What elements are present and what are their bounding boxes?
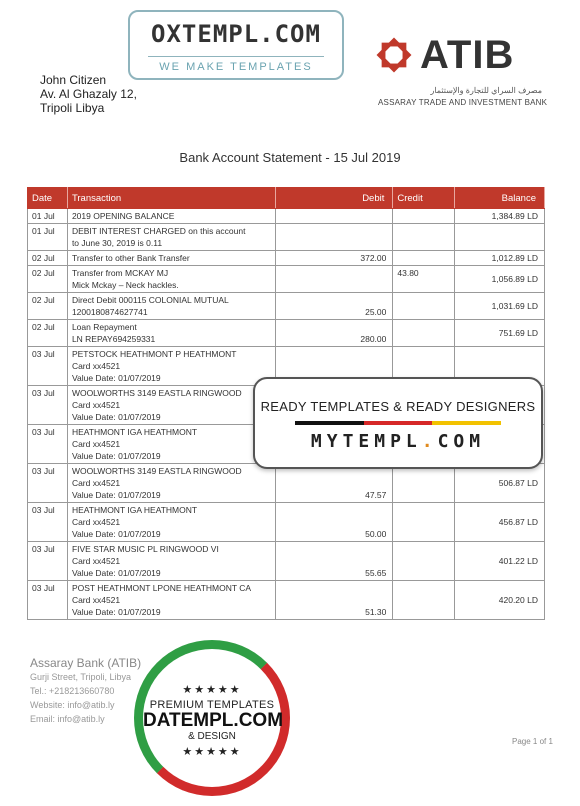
- watermark-tagline: WE MAKE TEMPLATES: [148, 56, 324, 73]
- transaction-line: Mick Mckay – Neck hackles.: [71, 280, 179, 290]
- table-header-row: [28, 188, 545, 209]
- bank-logo-icon: [375, 36, 413, 74]
- transaction-line: HEATHMONT IGA HEATHMONT: [71, 427, 198, 437]
- row-debit: [275, 266, 393, 293]
- table-row: [28, 503, 545, 542]
- transaction-line: to June 30, 2019 is 0.11: [71, 238, 163, 248]
- bank-logo-arabic: مصرف السراي للتجارة والإستثمار: [430, 86, 542, 95]
- table-row: [28, 464, 545, 503]
- row-date: 03 Jul: [28, 581, 68, 620]
- flag-stripe: [295, 421, 501, 425]
- row-transaction: [67, 251, 275, 266]
- transaction-line: Value Date: 01/07/2019: [71, 568, 161, 578]
- row-transaction: [67, 386, 275, 425]
- table-row: [28, 581, 545, 620]
- watermark-circle-line1: PREMIUM TEMPLATES: [149, 699, 275, 711]
- customer-street: Av. Al Ghazaly 12,: [40, 87, 137, 101]
- transaction-line: Card xx4521: [71, 361, 121, 371]
- header-date: Date: [28, 188, 68, 209]
- row-date: 01 Jul: [28, 209, 68, 224]
- table-row: [28, 293, 545, 320]
- row-debit: [275, 209, 393, 224]
- transaction-line: Direct Debit 000115 COLONIAL MUTUAL: [71, 295, 229, 305]
- brand-part-a: MYTEMPL: [310, 431, 422, 452]
- transaction-line: Card xx4521: [71, 478, 121, 488]
- row-balance: 1,012.89 LD: [455, 251, 545, 266]
- row-balance: 751.69 LD: [455, 320, 545, 347]
- row-transaction: [67, 581, 275, 620]
- transaction-line: Card xx4521: [71, 439, 121, 449]
- transaction-line: 2019 OPENING BALANCE: [71, 211, 175, 221]
- row-date: 03 Jul: [28, 386, 68, 425]
- row-balance: 1,384.89 LD: [455, 209, 545, 224]
- brand-part-b: COM: [437, 431, 486, 452]
- footer-bank-name: Assaray Bank (ATIB): [30, 656, 142, 670]
- row-balance: 456.87 LD: [455, 503, 545, 542]
- row-date: 02 Jul: [28, 320, 68, 347]
- transaction-line: Value Date: 01/07/2019: [71, 529, 161, 539]
- footer-contact: [30, 656, 141, 726]
- row-balance: [455, 224, 545, 251]
- watermark-middle-tagline: READY TEMPLATES & READY DESIGNERS: [260, 399, 536, 414]
- row-balance: 401.22 LD: [455, 542, 545, 581]
- footer-address: Gurji Street, Tripoli, Libya: [30, 672, 132, 682]
- transaction-line: Card xx4521: [71, 517, 121, 527]
- transaction-line: 1200180874627741: [71, 307, 148, 317]
- row-credit: [393, 581, 455, 620]
- transaction-line: POST HEATHMONT LPONE HEATHMONT CA: [71, 583, 252, 593]
- table-row: [28, 320, 545, 347]
- row-date: 03 Jul: [28, 503, 68, 542]
- row-credit: [393, 320, 455, 347]
- row-transaction: [67, 542, 275, 581]
- footer-tel: Tel.: +218213660780: [30, 686, 115, 696]
- row-transaction: [67, 293, 275, 320]
- watermark-brand: OXTEMPL.COM: [151, 20, 321, 48]
- customer-address: [40, 73, 137, 115]
- transaction-line: LN REPAY694259331: [71, 334, 156, 344]
- row-balance: 1,056.89 LD: [455, 266, 545, 293]
- row-credit: [393, 503, 455, 542]
- transaction-line: Transfer to other Bank Transfer: [71, 253, 190, 263]
- row-date: 02 Jul: [28, 293, 68, 320]
- table-row: [28, 251, 545, 266]
- row-debit: 55.65: [275, 542, 393, 581]
- row-debit: 372.00: [275, 251, 393, 266]
- row-date: 03 Jul: [28, 347, 68, 386]
- transaction-line: WOOLWORTHS 3149 EASTLA RINGWOOD: [71, 466, 242, 476]
- row-debit: 47.57: [275, 464, 393, 503]
- watermark-circle-line2: & DESIGN: [188, 731, 236, 742]
- row-credit: [393, 209, 455, 224]
- row-transaction: [67, 425, 275, 464]
- row-transaction: [67, 320, 275, 347]
- watermark-circle: [134, 640, 290, 796]
- row-date: 01 Jul: [28, 224, 68, 251]
- row-debit: 51.30: [275, 581, 393, 620]
- transaction-line: Value Date: 01/07/2019: [71, 412, 161, 422]
- stars-bottom: ★★★★★: [182, 746, 242, 758]
- row-debit: 25.00: [275, 293, 393, 320]
- watermark-top: [128, 10, 344, 80]
- transaction-line: DEBIT INTEREST CHARGED on this account: [71, 226, 246, 236]
- row-transaction: [67, 224, 275, 251]
- customer-name: John Citizen: [40, 73, 107, 87]
- row-credit: [393, 464, 455, 503]
- row-credit: [393, 293, 455, 320]
- row-credit: [393, 542, 455, 581]
- row-credit: [393, 251, 455, 266]
- transaction-line: WOOLWORTHS 3149 EASTLA RINGWOOD: [71, 388, 242, 398]
- header-credit: Credit: [393, 188, 455, 209]
- transaction-line: Loan Repayment: [71, 322, 137, 332]
- page-number: Page 1 of 1: [512, 737, 553, 746]
- table-row: [28, 542, 545, 581]
- row-date: 02 Jul: [28, 266, 68, 293]
- customer-city: Tripoli Libya: [40, 101, 105, 115]
- transaction-line: FIVE STAR MUSIC PL RINGWOOD VI: [71, 544, 219, 554]
- footer-email: Email: info@atib.ly: [30, 714, 105, 724]
- row-transaction: [67, 464, 275, 503]
- transaction-line: Card xx4521: [71, 556, 121, 566]
- row-date: 02 Jul: [28, 251, 68, 266]
- watermark-circle-brand: DATEMPL.COM: [143, 710, 284, 731]
- row-transaction: [67, 266, 275, 293]
- transaction-line: HEATHMONT IGA HEATHMONT: [71, 505, 198, 515]
- row-balance: 506.87 LD: [455, 464, 545, 503]
- footer-website: Website: info@atib.ly: [30, 700, 115, 710]
- transaction-line: Value Date: 01/07/2019: [71, 451, 161, 461]
- row-transaction: [67, 209, 275, 224]
- table-row: [28, 224, 545, 251]
- row-debit: 280.00: [275, 320, 393, 347]
- row-date: 03 Jul: [28, 542, 68, 581]
- row-balance: 1,031.69 LD: [455, 293, 545, 320]
- row-debit: [275, 224, 393, 251]
- header-balance: Balance: [455, 188, 545, 209]
- table-row: [28, 209, 545, 224]
- header-transaction: Transaction: [67, 188, 275, 209]
- row-balance: 420.20 LD: [455, 581, 545, 620]
- watermark-middle-brand: [255, 431, 541, 452]
- row-credit: 43.80: [393, 266, 455, 293]
- statement-title: Bank Account Statement - 15 Jul 2019: [179, 150, 401, 165]
- brand-dot: .: [421, 431, 438, 452]
- row-transaction: [67, 347, 275, 386]
- transaction-line: PETSTOCK HEATHMONT P HEATHMONT: [71, 349, 237, 359]
- transaction-line: Value Date: 01/07/2019: [71, 490, 161, 500]
- header-debit: Debit: [275, 188, 393, 209]
- transaction-line: Card xx4521: [71, 400, 121, 410]
- row-debit: 50.00: [275, 503, 393, 542]
- bank-logo-subtitle: ASSARAY TRADE AND INVESTMENT BANK: [378, 98, 548, 107]
- row-credit: [393, 224, 455, 251]
- watermark-middle: [253, 377, 543, 469]
- row-transaction: [67, 503, 275, 542]
- bank-logo-name: ATIB: [420, 33, 515, 77]
- table-row: [28, 266, 545, 293]
- stars-top: ★★★★★: [182, 684, 242, 696]
- transaction-line: Transfer from MCKAY MJ: [71, 268, 169, 278]
- transaction-line: Value Date: 01/07/2019: [71, 373, 161, 383]
- row-date: 03 Jul: [28, 425, 68, 464]
- transaction-line: Value Date: 01/07/2019: [71, 607, 161, 617]
- transaction-line: Card xx4521: [71, 595, 121, 605]
- row-date: 03 Jul: [28, 464, 68, 503]
